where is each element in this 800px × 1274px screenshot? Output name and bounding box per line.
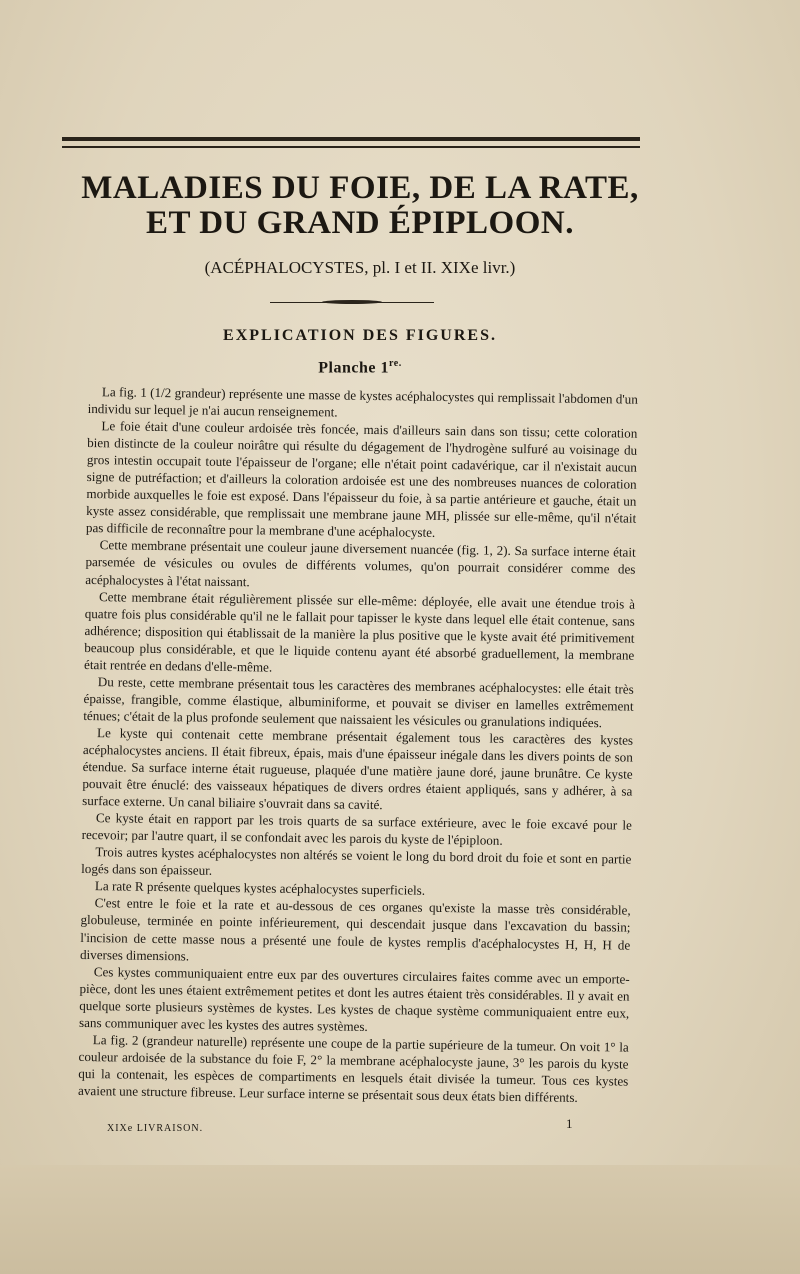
paragraph: Du reste, cette membrane présentait tous les caractères des membranes acéphalocystes: elle était très épaisse, frangible, comme élastique, albuminiforme, et pouvait se diviser en lamelles extrêmement ténues; c'était de la plus profonde seulement que naissaient les vésicules ou granulations indiquées. bbox=[83, 673, 634, 731]
paragraph: Cette membrane était régulièrement plissée sur elle-même: déployée, elle avait une étendue trois à quatre fois plus considérable qu'il ne le fallait pour tapisser le kyste dans lequel elle était contenue, sans adhérence; disposition qui établissait de la manière la plus positive que le kyste avait été primitivement beaucoup plus considérable, et que le liquide contenu ayant été absorbé graduellement, la membrane était rentrée en dedans d'elle-même. bbox=[83, 588, 636, 675]
section-heading: EXPLICATION DES FIGURES. bbox=[223, 327, 497, 344]
title-line-2: ET DU GRAND ÉPIPLOON. bbox=[146, 205, 574, 241]
header-rule-thin bbox=[62, 146, 640, 148]
paragraph: Cette membrane présentait une couleur jaune diversement nuancée (fig. 1, 2). Sa surface interne était parsemée de vésicules ou ovules de différents volumes, qu'on pourrait considérer comme des acéphalocystes à l'état naissant. bbox=[85, 537, 636, 589]
signature-mark: XIXe LIVRAISON. bbox=[107, 1123, 204, 1134]
paragraph: Ces kystes communiquaient entre eux par des ouvertures circulaires faites comme avec un emporte-pièce, dont les unes étaient extrêmement petites et dont les autres étaient très considérables. Il y avait en quelque sorte plusieurs systèmes de kystes. Les kystes de chaque système communiquaient entre eux, sans communiquer avec les kystes des autres systèmes. bbox=[78, 963, 630, 1034]
header-rule-thick bbox=[62, 137, 640, 141]
plate-heading-label: Planche bbox=[318, 359, 376, 377]
ornamental-divider bbox=[270, 300, 434, 304]
paragraph: La fig. 2 (grandeur naturelle) représente une coupe de la partie supérieure de la tumeur. On voit 1° la couleur ardoisée de la substance du foie F, 2° la membrane acéphalocyste jaune, 3° les parois du kyste qui la contenait, les espèces de compartiments en lesquels était divisée la tumeur. Tous ces kystes avaient une structure fibreuse. Leur surface interne se présentait sous deux états bien différents. bbox=[78, 1031, 629, 1105]
paragraph: Trois autres kystes acéphalocystes non altérés se voient le long du bord droit du foie et sont en partie logés dans son épaisseur. bbox=[81, 844, 632, 879]
paragraph: La rate R présente quelques kystes acéphalocystes superficiels. bbox=[94, 878, 426, 899]
page-margin-band bbox=[0, 1165, 800, 1274]
plate-number-suffix: re. bbox=[389, 358, 402, 369]
paragraph: Le foie était d'une couleur ardoisée très foncée, mais d'ailleurs sain dans son tissu; cette coloration bien distincte de la couleur noirâtre qui résulte du dégagement de l'hydrogène sulfuré au voisinage du gros intestin occupait toute l'épaisseur de l'organe; elle n'était point cadavérique, car il n'existait aucun signe de putréfaction; et d'ailleurs la coloration ardoisée est une des nombreuses nuances de coloration morbide auxquelles le foie est exposé. Dans l'épaisseur du foie, à sa partie antérieure et gauche, était un kyste assez considérable, que remplissait une membrane jaune MH, plissée sur elle-même, qu'il n'était pas difficile de reconnaître pour la membrane d'une acéphalocyste. bbox=[85, 418, 638, 541]
page-signature-number: 1 bbox=[566, 1116, 573, 1131]
subtitle: (ACÉPHALOCYSTES, pl. I et II. XIXe livr.) bbox=[204, 258, 516, 277]
paragraph: La fig. 1 (1/2 grandeur) représente une masse de kystes acéphalocystes qui remplissait l'abdomen d'un individu sur lequel je n'ai aucun renseignement. bbox=[87, 384, 638, 420]
body-text bbox=[78, 383, 638, 1107]
paragraph: Le kyste qui contenait cette membrane présentait également tous les caractères des kystes acéphalocystes anciens. Il était fibreux, épais, mais d'une épaisseur inégale dans les divers points de son étendue. Sa surface interne était rugueuse, plaquée d'une matière jaune doré, jaune brunâtre. Ce kyste pouvait être énuclé: des vaisseaux hépatiques de divers ordres étaient appliqués, sans y adhérer, à sa surface externe. Un canal biliaire s'ouvrait dans sa cavité. bbox=[82, 725, 634, 813]
plate-heading bbox=[60, 358, 660, 377]
plate-number: 1 bbox=[380, 359, 389, 377]
paragraph: C'est entre le foie et la rate et au-dessous de ces organes qu'existe la masse très considérable, globuleuse, terminée en pointe inférieurement, qui descendait jusque dans l'excavation du bassin; l'incision de cette masse nous a présenté une foule de kystes remplis d'acéphalocystes H, H, H de diverses dimensions. bbox=[79, 895, 631, 964]
paragraph: Ce kyste était en rapport par les trois quarts de sa surface extérieure, avec le foie excavé pour le recevoir; par l'autre quart, il se confondait avec les parois du kyste de l'épiploon. bbox=[81, 810, 632, 849]
title-line-1: MALADIES DU FOIE, DE LA RATE, bbox=[81, 170, 639, 206]
